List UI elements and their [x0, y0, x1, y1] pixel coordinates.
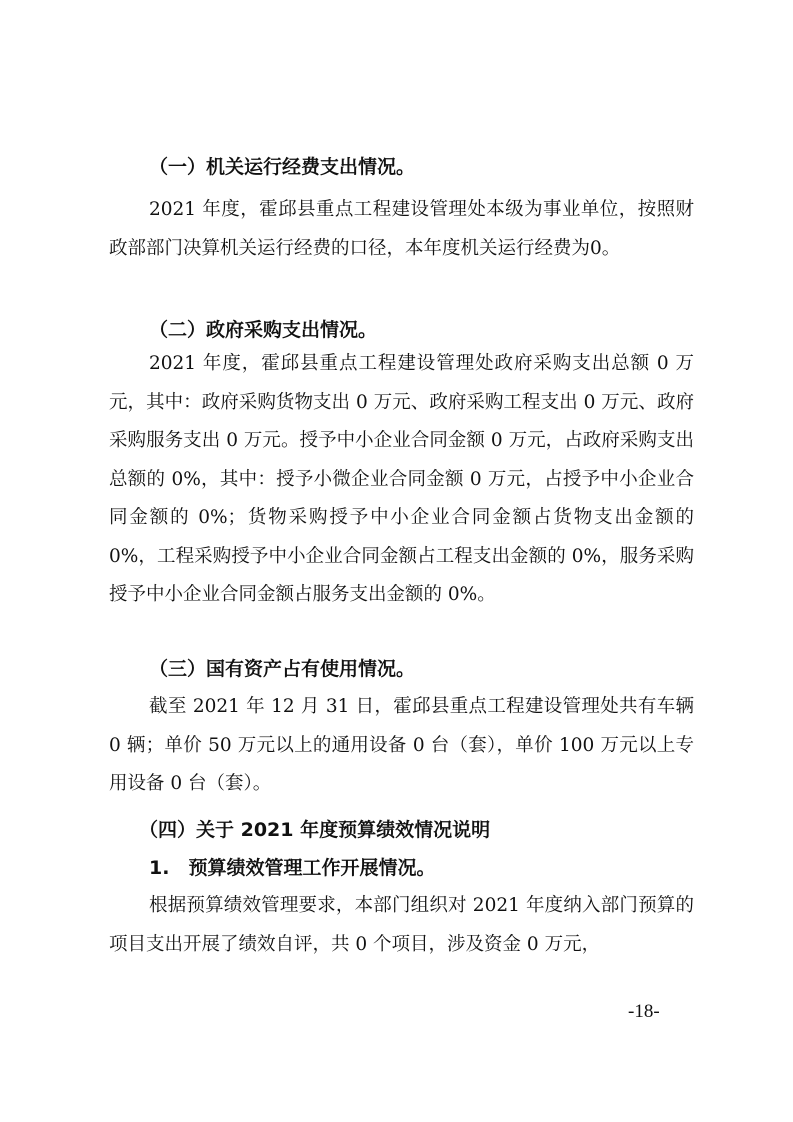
- section-heading-2: （二）政府采购支出情况。: [149, 319, 378, 341]
- section-heading-1: （一）机关运行经费支出情况。: [149, 156, 416, 178]
- section-paragraph-3: 截至 2021 年 12 月 31 日，霍邱县重点工程建设管理处共有车辆 0 辆；单价 50 万元以上的通用设备 0 台（套），单价 100 万元以上专用设备 0 台（套）。: [109, 696, 694, 794]
- section-paragraph-2: 2021 年度，霍邱县重点工程建设管理处政府采购支出总额 0 万元，其中：政府采购货物支出 0 万元、政府采购工程支出 0 万元、政府采购服务支出 0 万元。授予中小企业合同金额 0 万元，占政府采购支出总额的 0%，其中：授予小微企业合同金额 0 万元，占授予中小企业合同金额的 0%；货物采购授予中小企业合同金额占货物支出金额的 0%，工程采购授予中小企业合同金额占工程支出金额的 0%，服务采购授予中小企业合同金额占服务支出金额的 0%。: [109, 353, 694, 605]
- page-number: -18-: [628, 1001, 660, 1022]
- section-heading-4: （四）关于 2021 年度预算绩效情况说明: [139, 819, 491, 841]
- section-paragraph-1: 2021 年度，霍邱县重点工程建设管理处本级为事业单位，按照财政部部门决算机关运行经费的口径，本年度机关运行经费为0。: [109, 199, 694, 259]
- section-heading-5: 1. 预算绩效管理工作开展情况。: [149, 857, 436, 879]
- section-heading-3: （三）国有资产占有使用情况。: [149, 658, 416, 680]
- section-paragraph-5: 根据预算绩效管理要求，本部门组织对 2021 年度纳入部门预算的项目支出开展了绩效自评，共 0 个项目，涉及资金 0 万元，: [109, 895, 694, 955]
